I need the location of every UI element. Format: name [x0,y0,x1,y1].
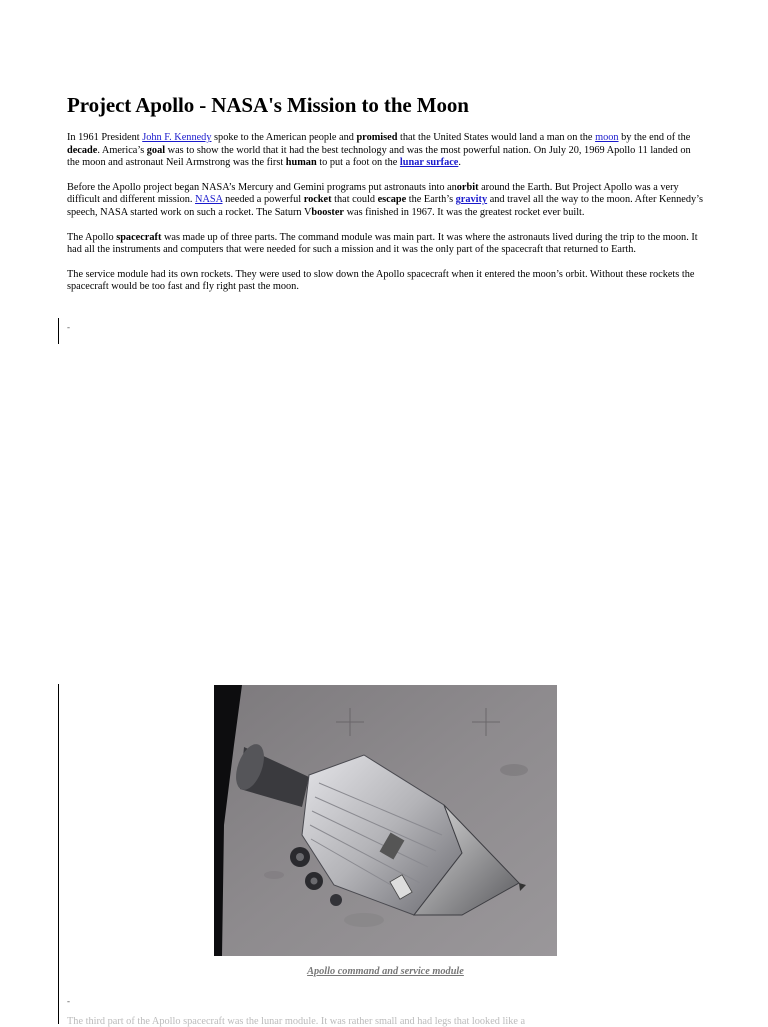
bold-promised: promised [356,132,398,143]
text: the Earth’s [406,194,456,206]
separator-dash: - [67,322,70,332]
text: The Apollo [67,231,117,243]
change-bar [58,318,59,344]
separator-dash: - [67,996,70,1006]
text: that could [331,194,378,206]
paragraph-spacecraft [67,232,703,257]
text: Before the Apollo project began NASA’s Mercury and Gemini programs put astronauts into an [67,181,457,193]
truncated-paragraph: The third part of the Apollo spacecraft was the lunar module. It was rather small and had legs that looked like a [67,1016,526,1027]
text: and travel all the way to the moon. After Kennedy’s speech, NASA started work on such a rocket. The Saturn V [67,194,704,218]
link-john-f-kennedy[interactable]: John F. Kennedy [142,132,212,143]
text: around the Earth. But Project Apollo was a very difficult and different mission. [67,181,679,206]
bold-spacecraft: spacecraft [116,231,162,243]
text: to put a foot on the [316,157,400,169]
link-nasa[interactable]: NASA [195,194,223,206]
text: that the United States would land a man on the [397,132,596,143]
change-bar [58,684,59,1024]
apollo-csm-illustration [214,685,557,956]
page-title: Project Apollo - NASA's Mission to the Moon [67,93,469,117]
bold-orbit: orbit [456,181,479,193]
apollo-csm-photo [214,685,557,956]
bold-human: human [285,157,317,169]
text: was to show the world that it had the best technology and was the most powerful nation. On July 20, 1969 Apollo 11 landed on the moon and astronaut Neil Armstrong was the first [67,144,691,169]
text: was made up of three parts. The command module was main part. It was where the astronauts lived during the trip to the moon. It had all the instruments and computers that were needed for such a mission and it was the only part of the spacecraft that returned to Earth. [67,231,698,256]
paragraph-intro [67,132,703,170]
text: . America’s [97,144,147,156]
bold-decade: decade [67,144,98,156]
link-moon[interactable]: moon [595,132,619,143]
article [67,92,703,306]
text: In 1961 President [67,132,143,143]
text: needed a powerful [222,194,304,206]
bold-escape: escape [377,194,407,206]
text: by the end of the [618,132,691,143]
link-gravity[interactable]: gravity [455,194,488,206]
bold-goal: goal [146,144,166,156]
bold-rocket: rocket [303,194,332,206]
bold-booster: booster [311,206,345,218]
link-lunar-surface[interactable]: lunar surface [399,157,459,169]
paragraph-mercury-gemini [67,182,703,220]
paragraph-service-module: The service module had its own rockets. They were used to slow down the Apollo spacecraft when it entered the moon’s orbit. Without these rockets the spacecraft would be too fast and fly right past the moon. [67,268,695,293]
text: . [458,157,461,169]
text: was finished in 1967. It was the greatest rocket ever built. [344,206,585,218]
image-caption: Apollo command and service module [307,966,464,977]
text: spoke to the American people and [211,132,357,143]
